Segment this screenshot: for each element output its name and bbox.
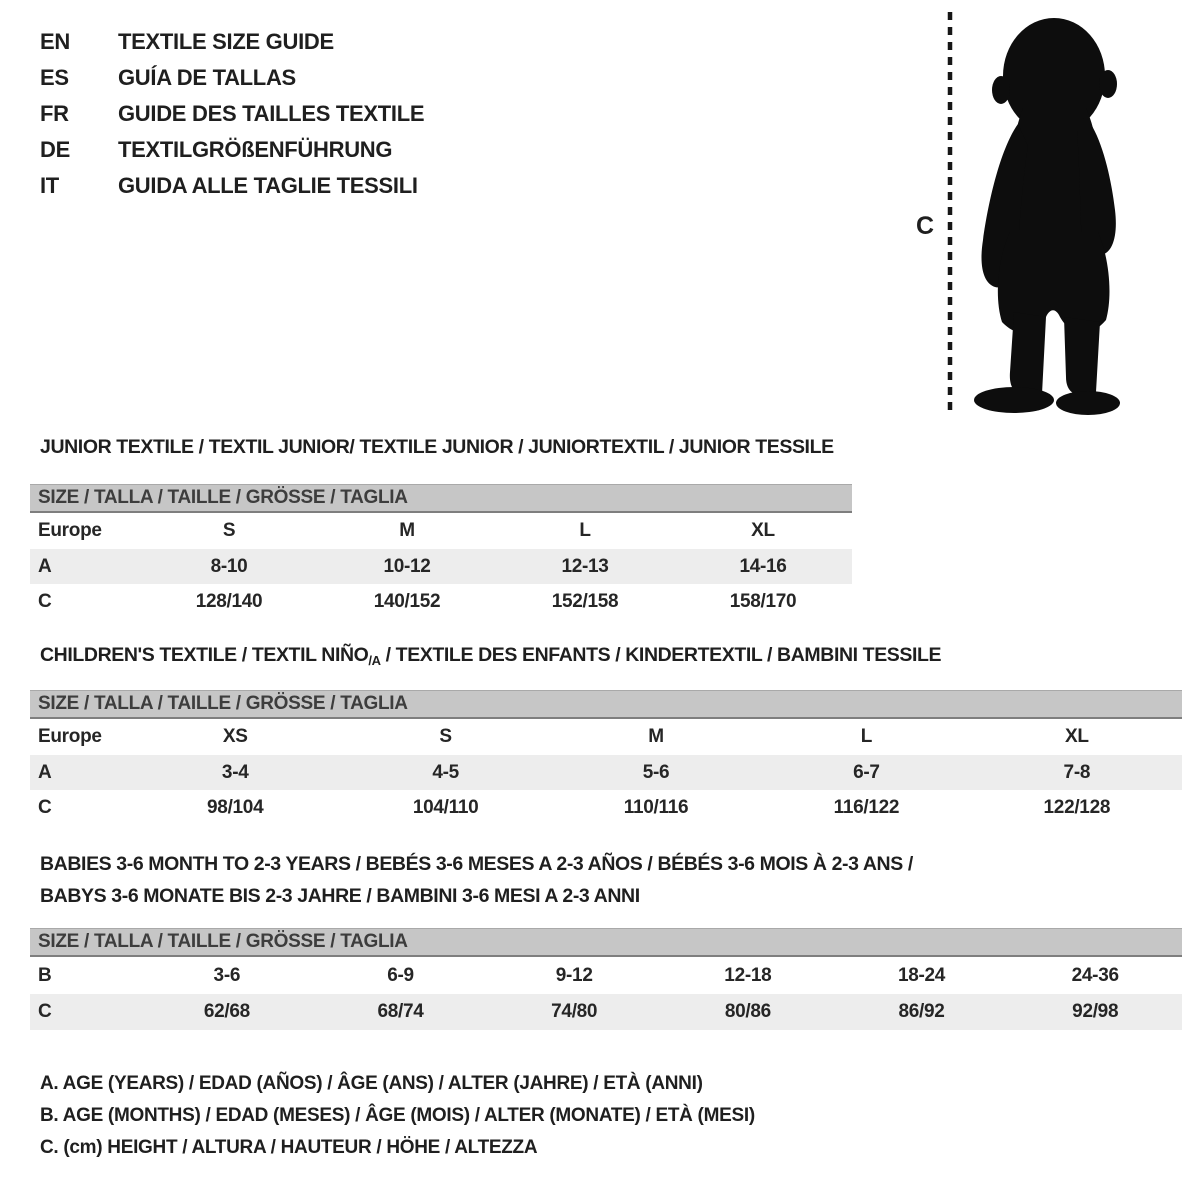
column-header: XS	[222, 726, 248, 747]
size-header-bar: SIZE / TALLA / TAILLE / GRÖSSE / TAGLIA	[30, 928, 1182, 957]
row-label: A	[38, 761, 52, 783]
language-row	[40, 168, 424, 204]
table-cell: 98/104	[207, 797, 264, 818]
measure-legend	[40, 1068, 755, 1164]
height-measure-figure	[880, 0, 1180, 440]
language-title-block	[40, 24, 424, 204]
table-row	[30, 994, 1182, 1030]
junior-section-title: JUNIOR TEXTILE / TEXTIL JUNIOR/ TEXTILE JUNIOR / JUNIORTEXTIL / JUNIOR TESSILE	[40, 436, 834, 458]
column-header: M	[399, 520, 415, 541]
table-cell: 12-18	[724, 964, 772, 986]
table-header-row	[30, 719, 1182, 755]
table-row	[30, 790, 1182, 826]
table-cell: 7-8	[1063, 761, 1091, 783]
table-header-row	[30, 513, 852, 549]
table-cell: 5-6	[642, 761, 670, 783]
table-cell: 3-6	[213, 964, 241, 986]
children-title-post: / TEXTILE DES ENFANTS / KINDERTEXTIL / BAMBINI TESSILE	[380, 644, 942, 666]
table-cell: 92/98	[1072, 1001, 1119, 1022]
children-size-table	[30, 690, 1182, 826]
language-row	[40, 96, 424, 132]
table-row	[30, 957, 1182, 994]
children-title-sub: /A	[368, 653, 381, 668]
table-cell: 110/116	[623, 797, 689, 818]
region-label: Europe	[38, 726, 102, 747]
language-code: ES	[40, 65, 69, 90]
row-label: B	[38, 964, 52, 986]
table-cell: 62/68	[203, 1001, 250, 1022]
babies-title-line1: BABIES 3-6 MONTH TO 2-3 YEARS / BEBÉS 3-6 MESES A 2-3 AÑOS / BÉBÉS 3-6 MOIS À 2-3 ANS /	[40, 853, 913, 875]
table-cell: 74/80	[551, 1001, 598, 1022]
size-header-bar: SIZE / TALLA / TAILLE / GRÖSSE / TAGLIA	[30, 484, 852, 513]
table-cell: 128/140	[195, 591, 263, 612]
height-measure-label: C	[916, 212, 935, 240]
table-cell: 18-24	[897, 964, 946, 986]
legend-line-a: A. AGE (YEARS) / EDAD (AÑOS) / ÂGE (ANS) / ALTER (JAHRE) / ETÀ (ANNI)	[40, 1073, 703, 1094]
column-header: XL	[1064, 726, 1089, 747]
language-code: EN	[40, 29, 70, 54]
legend-line-c: C. (cm) HEIGHT / ALTURA / HAUTEUR / HÖHE / ALTEZZA	[40, 1137, 538, 1158]
table-row	[30, 755, 1182, 790]
table-cell: 86/92	[898, 1001, 945, 1022]
table-cell: 12-13	[561, 555, 609, 577]
children-section-title	[40, 644, 941, 668]
language-code: DE	[40, 137, 70, 162]
table-cell: 9-12	[555, 964, 593, 986]
children-title-pre: CHILDREN'S TEXTILE / TEXTIL NIÑO	[40, 644, 369, 666]
table-cell: 68/74	[377, 1001, 424, 1022]
table-row	[30, 584, 852, 620]
language-title: GUIDA ALLE TAGLIE TESSILI	[118, 173, 418, 198]
table-cell: 4-5	[432, 761, 459, 783]
table-row	[30, 549, 852, 584]
region-label: Europe	[38, 520, 102, 541]
size-header-bar: SIZE / TALLA / TAILLE / GRÖSSE / TAGLIA	[30, 690, 1182, 719]
table-cell: 116/122	[833, 797, 900, 818]
column-header: L	[860, 726, 873, 747]
table-cell: 10-12	[383, 555, 431, 577]
column-header: S	[222, 520, 236, 541]
row-label: C	[38, 591, 52, 612]
language-title: TEXTILE SIZE GUIDE	[118, 29, 334, 54]
row-label: C	[38, 1001, 52, 1022]
table-cell: 122/128	[1043, 797, 1111, 818]
language-row	[40, 60, 424, 96]
table-cell: 6-9	[387, 964, 414, 986]
table-cell: 8-10	[210, 555, 248, 577]
babies-title-line2: BABYS 3-6 MONATE BIS 2-3 JAHRE / BAMBINI 3-6 MESI A 2-3 ANNI	[40, 885, 640, 907]
language-title: GUÍA DE TALLAS	[118, 65, 296, 90]
table-cell: 152/158	[551, 591, 619, 612]
table-cell: 140/152	[373, 591, 441, 612]
language-row	[40, 132, 424, 168]
legend-line-b: B. AGE (MONTHS) / EDAD (MESES) / ÂGE (MOIS) / ALTER (MONATE) / ETÀ (MESI)	[40, 1105, 755, 1126]
row-label: C	[38, 797, 52, 818]
language-code: IT	[40, 173, 59, 198]
table-cell: 3-4	[221, 761, 249, 783]
row-label: A	[38, 555, 52, 577]
height-dashed-line-icon	[946, 12, 954, 416]
table-cell: 80/86	[724, 1001, 771, 1022]
column-header: M	[648, 726, 664, 747]
table-cell: 14-16	[739, 555, 787, 577]
language-row	[40, 24, 424, 60]
column-header: L	[579, 520, 591, 541]
toddler-silhouette-icon	[964, 14, 1144, 424]
babies-size-table	[30, 928, 1182, 1030]
table-cell: 104/110	[412, 797, 479, 818]
table-cell: 158/170	[729, 591, 797, 612]
column-header: XL	[751, 520, 775, 541]
table-cell: 6-7	[853, 761, 880, 783]
language-code: FR	[40, 101, 69, 126]
language-title: TEXTILGRÖßENFÜHRUNG	[118, 137, 393, 162]
column-header: S	[439, 726, 452, 747]
language-title: GUIDE DES TAILLES TEXTILE	[118, 101, 425, 126]
table-cell: 24-36	[1071, 964, 1119, 986]
babies-section-title	[40, 848, 913, 912]
junior-size-table	[30, 484, 852, 620]
